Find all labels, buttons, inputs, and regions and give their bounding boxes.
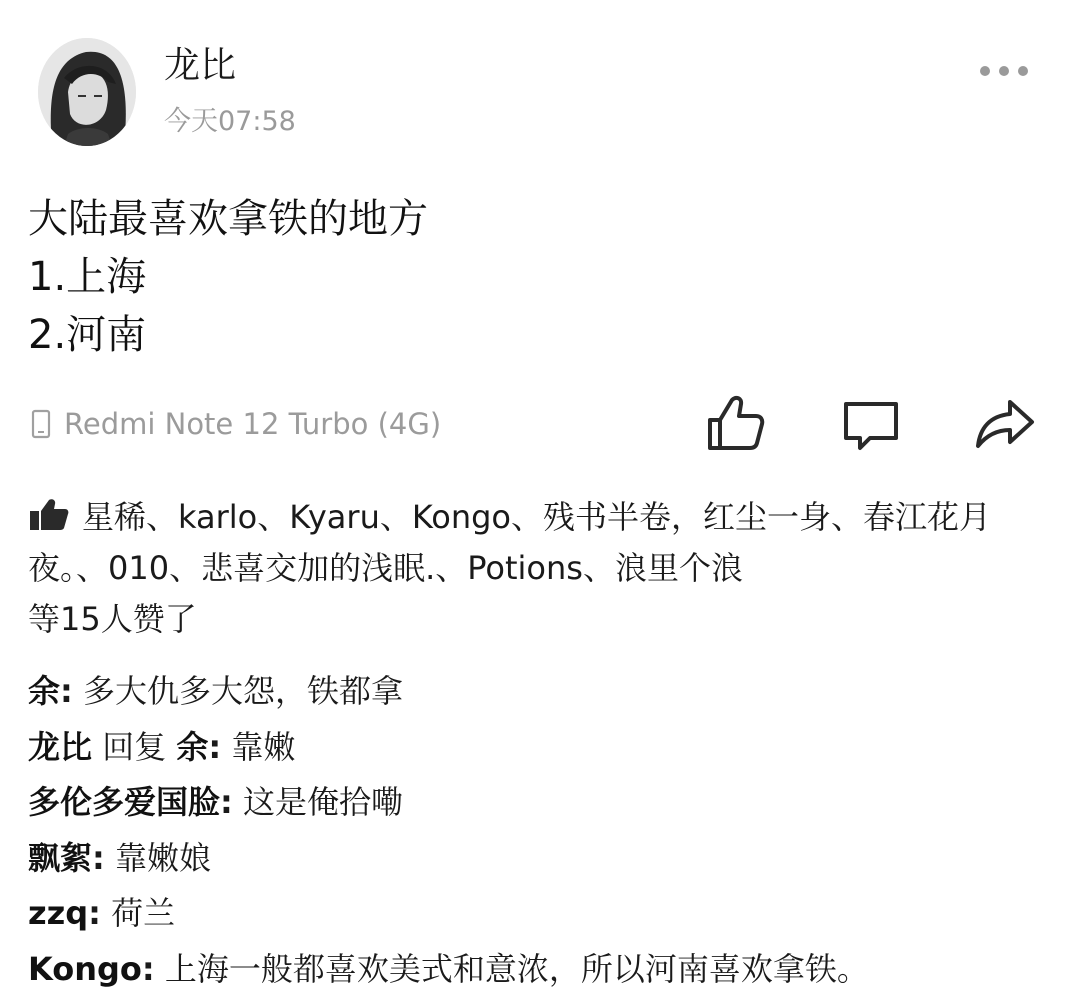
more-options-button[interactable] <box>972 56 1036 86</box>
comment-item[interactable] <box>28 775 1058 831</box>
comment-author[interactable]: 龙比 <box>28 728 92 766</box>
comment-item[interactable] <box>28 942 1058 997</box>
comment-author[interactable]: zzq <box>28 894 88 932</box>
device-info <box>30 402 441 446</box>
comments-list <box>28 664 1058 997</box>
comment-separator: : <box>220 783 233 821</box>
comment-separator: : <box>60 672 73 710</box>
author-name[interactable]: 龙比 <box>164 44 236 88</box>
more-horizontal-icon <box>978 65 1030 77</box>
share-arrow-icon <box>974 392 1036 454</box>
comment-item[interactable] <box>28 831 1058 887</box>
like-button[interactable] <box>700 388 770 458</box>
device-label: Redmi Note 12 Turbo (4G) <box>64 407 441 441</box>
comment-text: 上海一般都喜欢美式和意浓，所以河南喜欢拿铁。 <box>155 950 869 988</box>
post-content-line: 大陆最喜欢拿铁的地方 <box>28 190 1028 248</box>
comment-text: 多大仇多大怨，铁都拿 <box>73 672 403 710</box>
comment-item[interactable] <box>28 886 1058 942</box>
comment-separator: : <box>88 894 101 932</box>
post-content-line: 2.河南 <box>28 306 1028 364</box>
comment-author[interactable]: Kongo <box>28 950 142 988</box>
comment-separator: : <box>92 839 105 877</box>
comment-bubble-icon <box>840 392 902 454</box>
comment-separator: : <box>142 950 155 988</box>
comment-item[interactable] <box>28 664 1058 720</box>
avatar[interactable] <box>38 38 136 146</box>
comment-button[interactable] <box>836 388 906 458</box>
likes-names[interactable]: 星稀、karlo、Kyaru、Kongo、残书半卷，红尘一身、春江花月夜。、010、悲喜交加的浅眠.、Potions、浪里个浪 <box>28 498 991 587</box>
post-content-line: 1.上海 <box>28 248 1028 306</box>
likes-list <box>28 492 1038 645</box>
comment-reply-to[interactable]: 余 <box>176 728 208 766</box>
comment-text: 靠嫩 <box>221 728 295 766</box>
comment-author[interactable]: 多伦多爱国脸 <box>28 783 220 821</box>
comment-author[interactable]: 余 <box>28 672 60 710</box>
comment-reply-label: 回复 <box>92 728 176 766</box>
phone-icon <box>30 409 52 439</box>
post-content <box>28 190 1028 364</box>
post-time: 今天07:58 <box>164 104 296 140</box>
comment-text: 靠嫩娘 <box>105 839 211 877</box>
comment-separator: : <box>208 728 221 766</box>
thumbs-up-icon <box>704 392 766 454</box>
comment-text: 荷兰 <box>101 894 175 932</box>
comment-author[interactable]: 飘絮 <box>28 839 92 877</box>
comment-text: 这是俺拾嘞 <box>233 783 403 821</box>
thumbs-up-filled-icon <box>28 498 70 532</box>
share-button[interactable] <box>970 388 1040 458</box>
likes-count[interactable]: 等15人赞了 <box>28 600 197 638</box>
comment-item[interactable] <box>28 720 1058 776</box>
